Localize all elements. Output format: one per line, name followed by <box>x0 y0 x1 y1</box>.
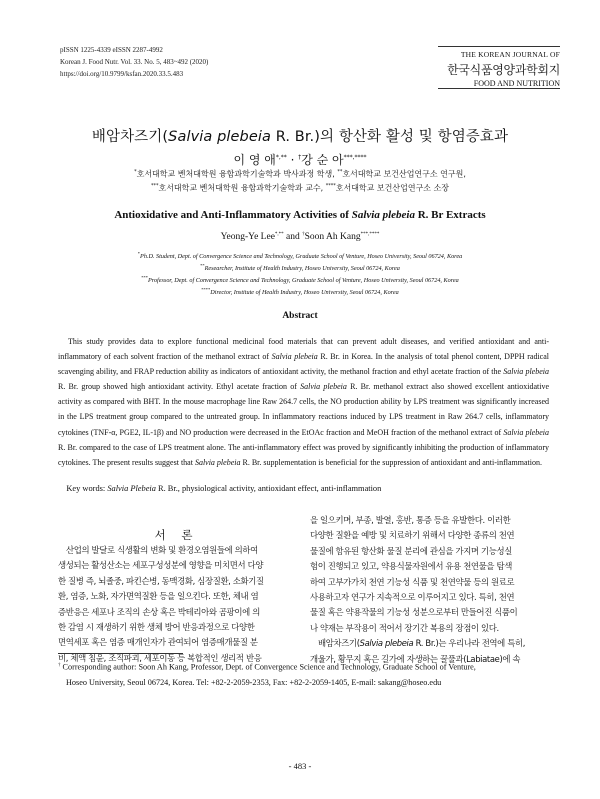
masthead-bottom-rule <box>438 88 560 89</box>
body-species: Salvia plebeia <box>359 638 414 649</box>
title-kr-species: Salvia plebeia <box>168 129 271 145</box>
body-line: 하여 고부가가치 천연 기능성 식품 및 천연약물 등의 원료로 <box>310 576 515 587</box>
body-line: 험이 진행되고 있고, 약용식물자원에서 유용 천연물을 탐색 <box>310 561 512 572</box>
body-line <box>310 636 550 651</box>
body-line: 다양한 질환을 예방 및 치료하기 위해서 다양한 종류의 천연 <box>310 530 515 541</box>
body-text: R. Br.)는 우리나라 전역에 특히, <box>413 638 526 649</box>
aff-en-sup: ** <box>200 263 205 268</box>
keywords <box>58 484 549 493</box>
keywords-species: Salvia Plebeia <box>107 484 156 493</box>
title-korean <box>0 125 600 146</box>
aff-kr-text: 호서대학교 보건산업연구소 소장 <box>335 183 450 193</box>
title-en-suffix: R. Br Extracts <box>414 209 486 221</box>
body-line: 한 감염 시 재생하기 위한 생체 방어 반응과정으로 다양한 <box>58 622 255 633</box>
aff-en-text: Researcher, Institute of Health Industry, Hoseo University, Seoul 06724, Korea <box>204 265 400 273</box>
footnote-mark: † <box>58 663 61 668</box>
aff-en-sup: * <box>137 251 141 256</box>
affiliation-kr-line1 <box>0 166 600 181</box>
abstract-species: Salvia plebeia <box>503 367 549 377</box>
aff-kr-sup: **** <box>325 183 336 189</box>
body-line: 나 약재는 부작용이 적어서 장기간 복용의 장점이 있다. <box>310 622 499 633</box>
abstract-text: R. Br. group showed high antioxidant activity. Ethyl acetate fraction of <box>58 382 301 392</box>
body-left-column <box>58 543 295 666</box>
abstract-text: R. Br. compared to the case of LPS treatment alone. The anti-inflammatory effect was proved by significantly inhibiting the production of inflammatory cytokines. The present results suggest that <box>58 442 549 467</box>
body-line: 물질 혹은 약용작물의 기능성 성분으로부터 만들어진 식품이 <box>310 607 518 618</box>
authors-english <box>0 232 600 242</box>
journal-masthead <box>438 46 560 89</box>
abstract-body <box>58 334 549 470</box>
body-line: 사용하고자 연구가 지속적으로 이루어지고 있다. 특히, 천연 <box>310 592 515 603</box>
body-line: 비, 체액 침윤, 조직파괴, 세포이동 등 복합적인 생리적 반응 <box>58 652 262 663</box>
abstract-species: Salvia plebeia <box>503 427 550 437</box>
author-separator: · <box>286 153 299 167</box>
author1-en-sup: *,** <box>274 232 284 237</box>
author1-en: Yeong-Ye Lee <box>220 232 275 243</box>
footnote-divider <box>58 653 183 654</box>
author2-en-sup: ***,**** <box>360 232 380 237</box>
aff-en-sup: *** <box>141 275 148 280</box>
aff-kr-sup: *** <box>150 183 159 189</box>
author-and: and <box>283 232 303 243</box>
page-number: - 483 - <box>288 761 312 771</box>
body-right-column <box>310 513 550 667</box>
keywords-label: Key words: <box>66 484 108 493</box>
corresponding-footnote <box>58 658 550 690</box>
title-en-species: Salvia plebeia <box>351 209 415 221</box>
title-kr-prefix: 배암차즈기( <box>91 129 169 145</box>
aff-kr-sup: ** <box>337 169 343 175</box>
body-line: 환, 염증, 노화, 자가면역질환 등을 일으킨다. 또한, 체내 염 <box>58 591 259 602</box>
corresponding-mark-en: † <box>302 232 305 237</box>
abstract-species: Salvia plebeia <box>300 382 347 392</box>
citation-header <box>60 44 208 80</box>
title-english <box>0 209 600 221</box>
aff-en-text: Professor, Dept. of Convergence Science and Technology, Graduate School of Venture, Hoseo University, Seoul 06724, Korea <box>148 277 459 285</box>
abstract-text: R. Br. methanol extract also showed excellent antioxidative activity as compared with BHT. In the mouse macrophage line Raw 264.7 cells, the NO production ability by LPS treatment was significantly increased in the LPS treatment group compared to the untreated group. In inflammatory reactions induced by LPS treatment in Raw 264.7 cells, inflammatory cytokines (TNF-α, PGE2, IL-1β) and NO production were decreased in the EtOAc fraction and MeOH fraction of the methanol extract of <box>58 382 549 437</box>
title-kr-suffix: R. Br.)의 항산화 활성 및 항염증효과 <box>270 129 509 145</box>
masthead-top-rule <box>438 46 560 47</box>
author2-en: Soon Ah Kang <box>304 232 361 243</box>
journal-name-kr: 한국식품영양과학회지 <box>447 63 560 77</box>
body-line: 개울가, 황무지 혹은 길가에 자생하는 꿀풀과(Labiatae)에 속 <box>310 653 521 664</box>
aff-kr-text: 호서대학교 보건산업연구소 연구원, <box>342 169 466 179</box>
author2-kr: 강 순 아 <box>301 153 344 167</box>
footnote-line1 <box>58 658 550 675</box>
body-line: 한 질병 즉, 뇌졸중, 파킨슨병, 동맥경화, 심장질환, 소화기질 <box>58 575 264 586</box>
affiliation-kr-line2 <box>0 180 600 195</box>
body-line: 증반응은 세포나 조직의 손상 혹은 박테리아와 곰팡이에 의 <box>58 606 260 617</box>
abstract-species: Salvia plebeia <box>194 457 241 467</box>
body-line: 면역세포 혹은 염증 매개인자가 관여되어 염증매개물질 분 <box>58 637 258 648</box>
footnote-text: Corresponding author: Soon Ah Kang, Professor, Dept. of Convergence Science and Technology, Graduate School of Venture, <box>60 662 476 672</box>
keywords-rest: R. Br., physiological activity, antioxidant effect, anti-inflammation <box>155 484 382 493</box>
author2-kr-sup: ***,**** <box>343 154 367 161</box>
affiliation-en-4 <box>0 284 600 299</box>
doi-link[interactable]: https://doi.org/10.9799/ksfan.2020.33.5.483 <box>60 70 184 78</box>
aff-kr-text: 호서대학교 벤처대학원 융합과학기술학과 교수, <box>158 183 326 193</box>
journal-name-en-top: THE KOREAN JOURNAL OF <box>460 50 560 59</box>
citation-line: Korean J. Food Nutr. Vol. 33. No. 5, 483~492 (2020) <box>60 58 209 66</box>
title-en-prefix: Antioxidative and Anti-Inflammatory Activities of <box>114 209 352 221</box>
section-title-introduction: 서 론 <box>154 528 199 542</box>
journal-name-en-bottom: FOOD AND NUTRITION <box>473 79 560 88</box>
footnote-line2: Hoseo University, Seoul 06724, Korea. Tel: +82-2-2059-2353, Fax: +82-2-2059-1405, E-mail: sakang@hoseo.edu <box>66 677 442 687</box>
issn-line: pISSN 1225-4339 eISSN 2287-4992 <box>60 46 163 54</box>
author1-kr: 이 영 애 <box>233 153 276 167</box>
body-line: 생성되는 활성산소는 세포구성성분에 영향을 미치면서 다양 <box>58 560 264 571</box>
aff-en-text: Ph.D. Student, Dept. of Convergence Science and Technology, Graduate School of Venture, Hoseo University, Seoul 06724, Korea <box>140 253 463 261</box>
abstract-text: This study provides data to explore functional medicinal food materials that can prevent adult diseases, and verified antioxidant and anti-inflammatory of each solvent fraction of the methanol extract of <box>58 337 549 362</box>
abstract-species: Salvia plebeia <box>271 352 318 362</box>
author1-kr-sup: *,** <box>275 154 287 161</box>
body-text: 배암차즈기( <box>318 638 360 649</box>
body-line: 을 일으키며, 부종, 발열, 홍반, 통증 등을 유발한다. 이러한 <box>310 515 511 525</box>
aff-en-sup: **** <box>201 287 211 292</box>
body-line: 물질에 함유된 항산화 물질 분리에 관심을 가지며 기능성실 <box>310 545 512 556</box>
aff-kr-sup: * <box>134 169 137 175</box>
aff-en-text: Director, Institute of Health Industry, Hoseo University, Seoul 06724, Korea <box>210 289 399 297</box>
abstract-text: R. Br. in Korea. In the analysis of total phenol content, DPPH radical scavenging ability, and FRAP reduction ability as indicators of antioxidant activity, the methanol fraction and ethyl acetate fraction of the <box>58 352 549 377</box>
aff-kr-text: 호서대학교 벤처대학원 융합과학기술학과 박사과정 학생, <box>136 169 338 179</box>
corresponding-mark: † <box>298 154 302 161</box>
abstract-text: R. Br. supplementation is beneficial for the suppression of antioxidant and anti-inflammation. <box>240 457 542 467</box>
abstract-heading: Abstract <box>282 311 318 321</box>
body-line: 산업의 발달로 식생활의 변화 및 환경오염원들에 의하여 <box>66 545 258 555</box>
